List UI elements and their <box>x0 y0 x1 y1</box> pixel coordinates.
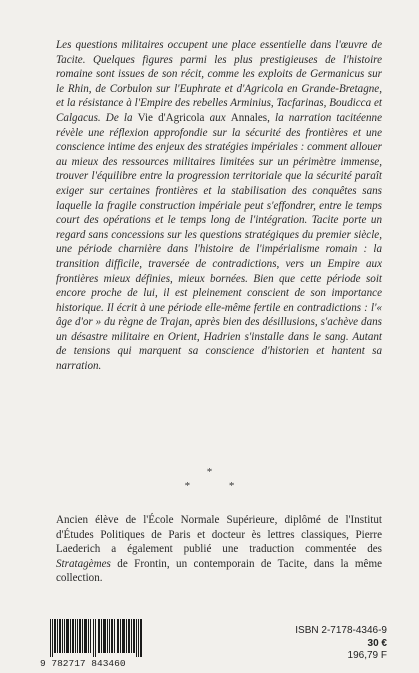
barcode-bars <box>50 619 142 657</box>
barcode-digits: 9 782717 843460 <box>40 658 126 669</box>
book-title-agricola: Vie d'Agricola <box>137 111 205 124</box>
isbn: ISBN 2-7178-4346-9 <box>295 625 387 636</box>
barcode <box>40 619 146 671</box>
blurb-connector: aux <box>209 111 226 124</box>
price-franc: 196,79 F <box>347 650 387 661</box>
price-block <box>295 625 387 663</box>
author-bio-book-title: Stratagèmes <box>56 557 111 570</box>
blurb-paragraph <box>56 38 382 374</box>
blurb-text-1: Les questions militaires occupent une place essentielle dans l'œuvre de Tacite. Quelques figures parmi les plus prestigieuses de l'histoire romaine sont issues de son récit, comme les exploits de Germanicus sur le Rhin, de Corbulon sur l'Euphrate et d'Agricola en Grande-Bretagne, et la résistance à l'Empire des rebelles Arminius, Tacfarinas, Boudicca et Calgacus. De la <box>56 39 382 124</box>
separator-stars-bottom: * * <box>184 480 253 492</box>
separator-star-top: * <box>206 466 213 478</box>
author-bio-text-2: de Frontin, un contemporain de Tacite, dans la même collection. <box>56 557 382 585</box>
price-euro: 30 € <box>367 637 387 649</box>
author-bio-text-1: Ancien élève de l'École Normale Supérieure, diplômé de l'Institut d'Études Politiques de Paris et docteur ès lettres classiques, Pierre Laederich a également publié une traduction commentée des <box>56 514 382 556</box>
book-title-annales: Annales, <box>230 111 270 124</box>
author-bio <box>56 513 382 586</box>
blurb-text-2: la narration tacitéenne révèle une réflexion approfondie sur la sécurité des frontières et une conscience intime des enjeux des stratégies impériales : comment allouer au mieux des ressources militaires limitées sur un périmètre immense, trouver l'équilibre entre la progression territoriale que la sécurité paraît exiger sur certaines frontières et la stabilisation des conquêtes sans laquelle la fragile construction impériale peut s'effondrer, entre le temps court des opérations et le temps long de l'intégration. Tacite porte un regard sans concessions sur les questions stratégiques du premier siècle, une période charnière dans l'histoire de l'impérialisme romain : la transition difficile, traversée de contradictions, vers un Empire aux frontières mieux définies, mieux bornées. Bien que cette période soit encore proche de lui, il est pleinement conscient de son importance historique. Il écrit à une période elle-même fertile en contradictions : l'« âge d'or » du règne de Trajan, après bien des désillusions, s'achève dans un désastre militaire en Orient, Hadrien s'installe dans le sang. Autant de tensions qui marquent sa conscience d'historien et hantent sa narration. <box>56 111 383 373</box>
